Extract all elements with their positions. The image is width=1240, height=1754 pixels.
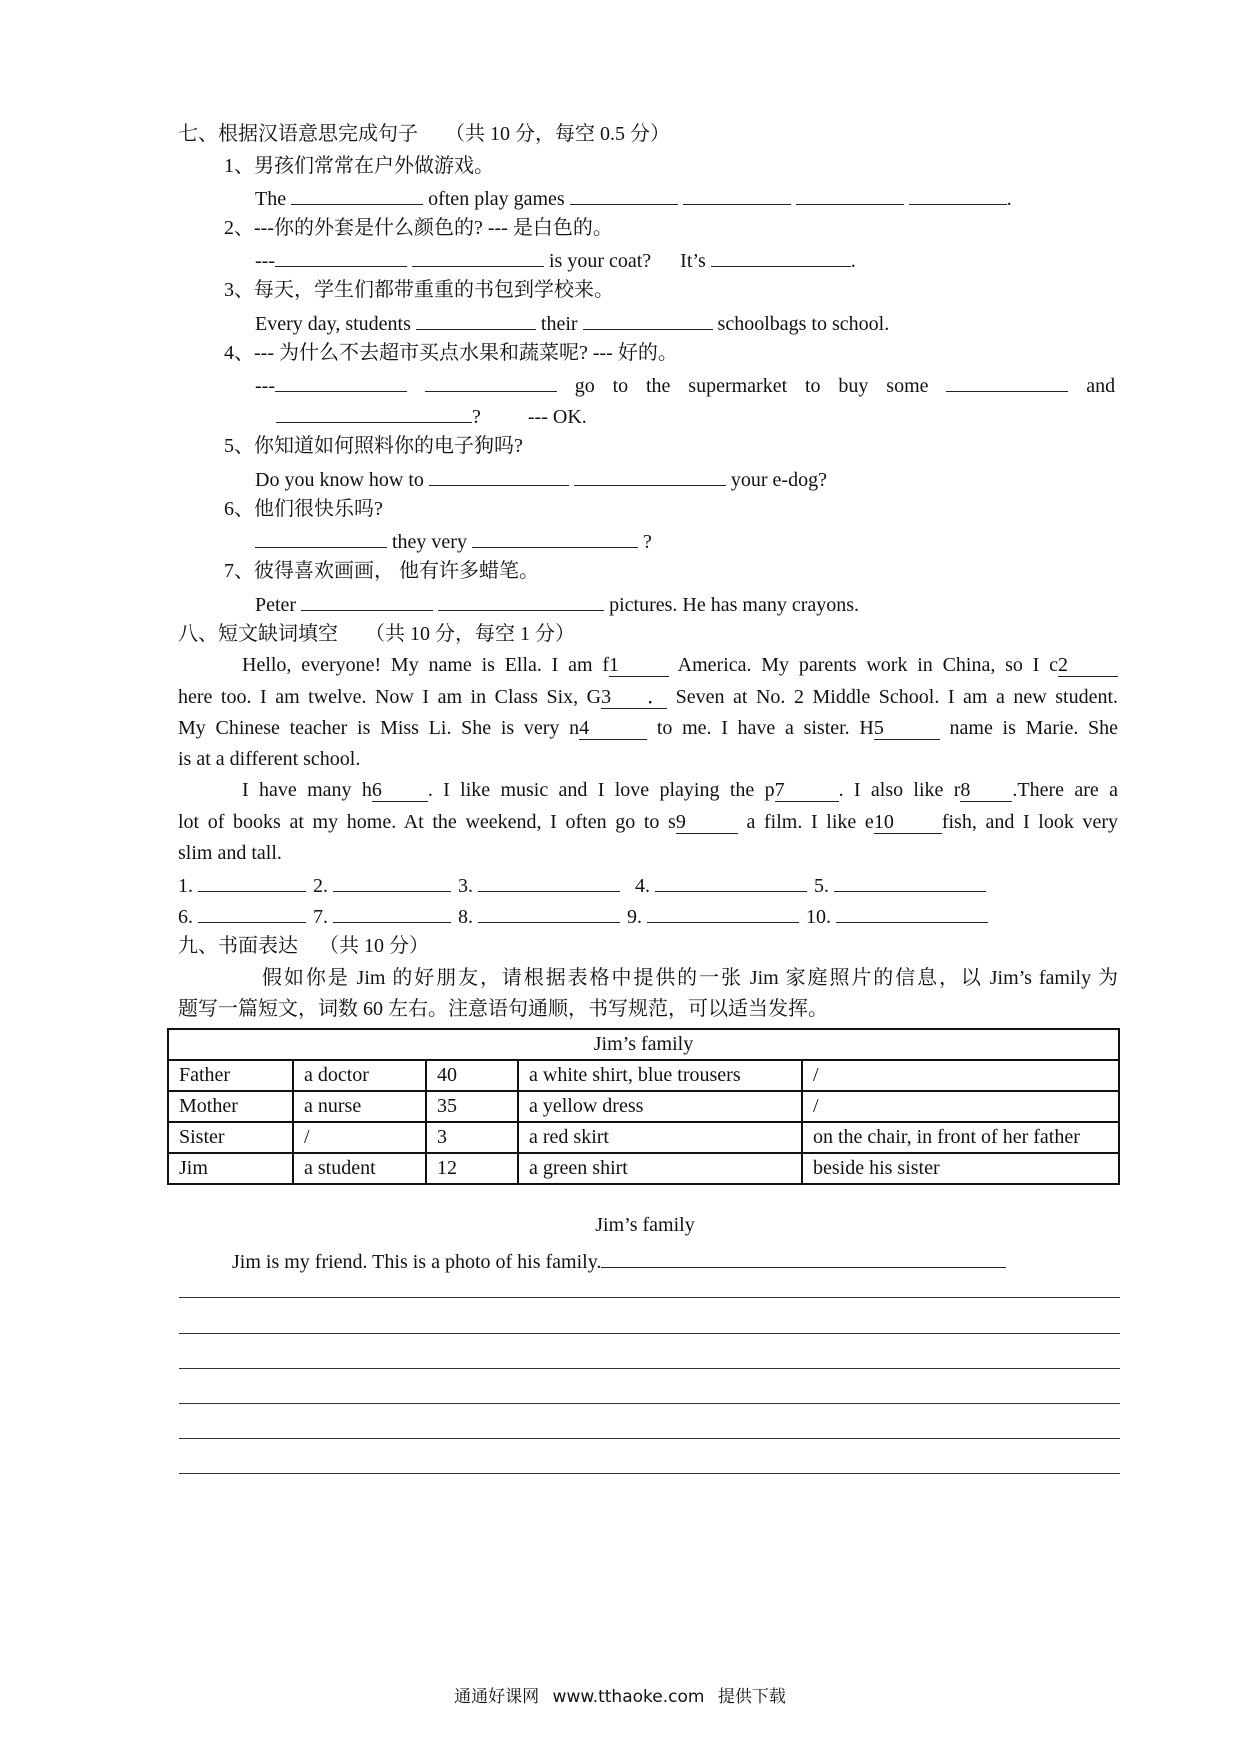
- q3-blank-2[interactable]: [583, 309, 713, 330]
- q7-blank-2[interactable]: [438, 590, 604, 611]
- section9-heading: [178, 933, 429, 959]
- q1-blank-5[interactable]: [909, 184, 1007, 205]
- q3-blank-1[interactable]: [416, 309, 536, 330]
- answer-3[interactable]: [478, 871, 620, 892]
- q7-english: Peter pictures. He has many crayons.: [255, 590, 859, 618]
- table-row: Mother a nurse 35 a yellow dress /: [168, 1091, 1119, 1122]
- q2-blank-1[interactable]: [275, 246, 407, 267]
- answer-4[interactable]: [655, 871, 807, 892]
- gap-2[interactable]: 2: [1058, 654, 1118, 677]
- section9-score: （共 10 分）: [319, 935, 429, 957]
- passage-line-2: here too. I am twelve. Now I am in Class Six, G3． Seven at No. 2 Middle School. I am a new student.: [178, 686, 1119, 708]
- q2-chinese: 2、---你的外套是什么颜色的? --- 是白色的。: [224, 217, 613, 239]
- q3-chinese: 3、每天，学生们都带重重的书包到学校来。: [224, 279, 614, 301]
- q2-blank-2[interactable]: [412, 246, 544, 267]
- answer-1[interactable]: [198, 871, 306, 892]
- gap-7[interactable]: 7: [775, 779, 839, 802]
- q1-blank-2[interactable]: [570, 184, 678, 205]
- writing-prompt-2: 题写一篇短文，词数 60 左右。注意语句通顺，书写规范，可以适当发挥。: [178, 998, 828, 1020]
- q1-blank-4[interactable]: [796, 184, 904, 205]
- answer-5[interactable]: [834, 871, 986, 892]
- gap-10[interactable]: 10: [874, 811, 942, 834]
- q2-blank-3[interactable]: [711, 246, 851, 267]
- q4-blank-4[interactable]: [276, 402, 472, 423]
- passage-line-5: I have many h6 . I like music and I love playing the p7 . I also like r8 .There are a: [242, 779, 1118, 801]
- passage-line-7: slim and tall.: [178, 842, 282, 864]
- table-row: Sister / 3 a red skirt on the chair, in front of her father: [168, 1122, 1119, 1153]
- answer-row-1: 1. 2. 3. 4. 5.: [178, 871, 986, 899]
- answer-row-2: 6. 7. 8. 9. 10.: [178, 902, 988, 930]
- passage-line-1: Hello, everyone! My name is Ella. I am f1 America. My parents work in China, so I c2: [242, 652, 1118, 678]
- gap-4[interactable]: 4: [579, 717, 647, 740]
- q4-blank-2[interactable]: [425, 371, 557, 392]
- table-title: Jim’s family: [168, 1029, 1119, 1060]
- section8-score: （共 10 分，每空 1 分）: [365, 623, 575, 645]
- q4-chinese: 4、--- 为什么不去超市买点水果和蔬菜呢? --- 好的。: [224, 342, 678, 364]
- q5-blank-1[interactable]: [429, 465, 569, 486]
- q3-english: Every day, students their schoolbags to school.: [255, 309, 889, 337]
- q4-blank-1[interactable]: [275, 371, 407, 392]
- q7-chinese: 7、彼得喜欢画画， 他有许多蜡笔。: [224, 560, 539, 582]
- gap-5[interactable]: 5: [874, 717, 940, 740]
- q6-english: they very ?: [255, 527, 652, 555]
- essay-first-line: Jim is my friend. This is a photo of his family.: [232, 1247, 1006, 1275]
- footer-url[interactable]: www.tthaoke.com: [552, 1687, 705, 1707]
- page-footer: [0, 1682, 1240, 1707]
- essay-line-4[interactable]: [179, 1403, 1120, 1404]
- passage-line-4: is at a different school.: [178, 748, 361, 770]
- section7-heading: [178, 121, 670, 147]
- answer-6[interactable]: [198, 902, 306, 923]
- essay-line-6[interactable]: [179, 1473, 1120, 1474]
- q1-blank-3[interactable]: [683, 184, 791, 205]
- section7-score: （共 10 分，每空 0.5 分）: [445, 123, 670, 145]
- passage-line-6: lot of books at my home. At the weekend, I often go to s9 a film. I like e10 fish, and I look very: [178, 811, 1119, 833]
- q7-blank-1[interactable]: [301, 590, 433, 611]
- gap-3[interactable]: 3．: [601, 686, 668, 708]
- essay-line-2[interactable]: [179, 1333, 1120, 1334]
- essay-line-1[interactable]: [179, 1297, 1120, 1298]
- writing-prompt-1: 假如你是 Jim 的好朋友，请根据表格中提供的一张 Jim 家庭照片的信息，以 Jim’s family 为: [262, 967, 1118, 989]
- q5-chinese: 5、你知道如何照料你的电子狗吗?: [224, 435, 523, 457]
- q4-blank-3[interactable]: [946, 371, 1068, 392]
- footer-note: 提供下载: [717, 1687, 786, 1707]
- table-title-row: [168, 1029, 1119, 1060]
- section7-title: 七、根据汉语意思完成句子: [178, 123, 418, 145]
- answer-8[interactable]: [478, 902, 620, 923]
- q1-chinese: 1、男孩们常常在户外做游戏。: [224, 155, 494, 177]
- q1-blank-1[interactable]: [291, 184, 423, 205]
- essay-title: Jim’s family: [595, 1214, 695, 1236]
- gap-8[interactable]: 8: [960, 779, 1012, 802]
- q6-chinese: 6、他们很快乐吗?: [224, 498, 383, 520]
- q5-blank-2[interactable]: [574, 465, 726, 486]
- q1-english: The often play games .: [255, 184, 1012, 212]
- table-row: Father a doctor 40 a white shirt, blue trousers /: [168, 1060, 1119, 1091]
- q2-english: --- is your coat? It’s .: [255, 246, 856, 274]
- q6-blank-1[interactable]: [255, 527, 387, 548]
- q5-english: Do you know how to your e-dog?: [255, 465, 827, 493]
- answer-7[interactable]: [333, 902, 451, 923]
- passage-line-3: My Chinese teacher is Miss Li. She is very n4 to me. I have a sister. H5 name is Marie. She: [178, 717, 1119, 739]
- section9-title: 九、书面表达: [178, 935, 298, 957]
- essay-line-5[interactable]: [179, 1438, 1120, 1439]
- q4-english-cont: ? --- OK.: [276, 402, 587, 430]
- section8-title: 八、短文缺词填空: [178, 623, 338, 645]
- gap-6[interactable]: 6: [372, 779, 428, 802]
- answer-2[interactable]: [333, 871, 451, 892]
- answer-9[interactable]: [647, 902, 799, 923]
- gap-9[interactable]: 9: [676, 811, 738, 834]
- essay-line-0[interactable]: [601, 1247, 1006, 1268]
- essay-line-3[interactable]: [179, 1368, 1120, 1369]
- footer-site-name: 通通好课网: [454, 1687, 540, 1707]
- family-table: [167, 1028, 1120, 1185]
- section8-heading: [178, 621, 575, 647]
- gap-1[interactable]: 1: [609, 654, 669, 677]
- q4-english: --- go to the supermarket to buy some and: [255, 371, 1115, 399]
- answer-10[interactable]: [836, 902, 988, 923]
- table-row: Jim a student 12 a green shirt beside his sister: [168, 1153, 1119, 1184]
- q6-blank-2[interactable]: [472, 527, 638, 548]
